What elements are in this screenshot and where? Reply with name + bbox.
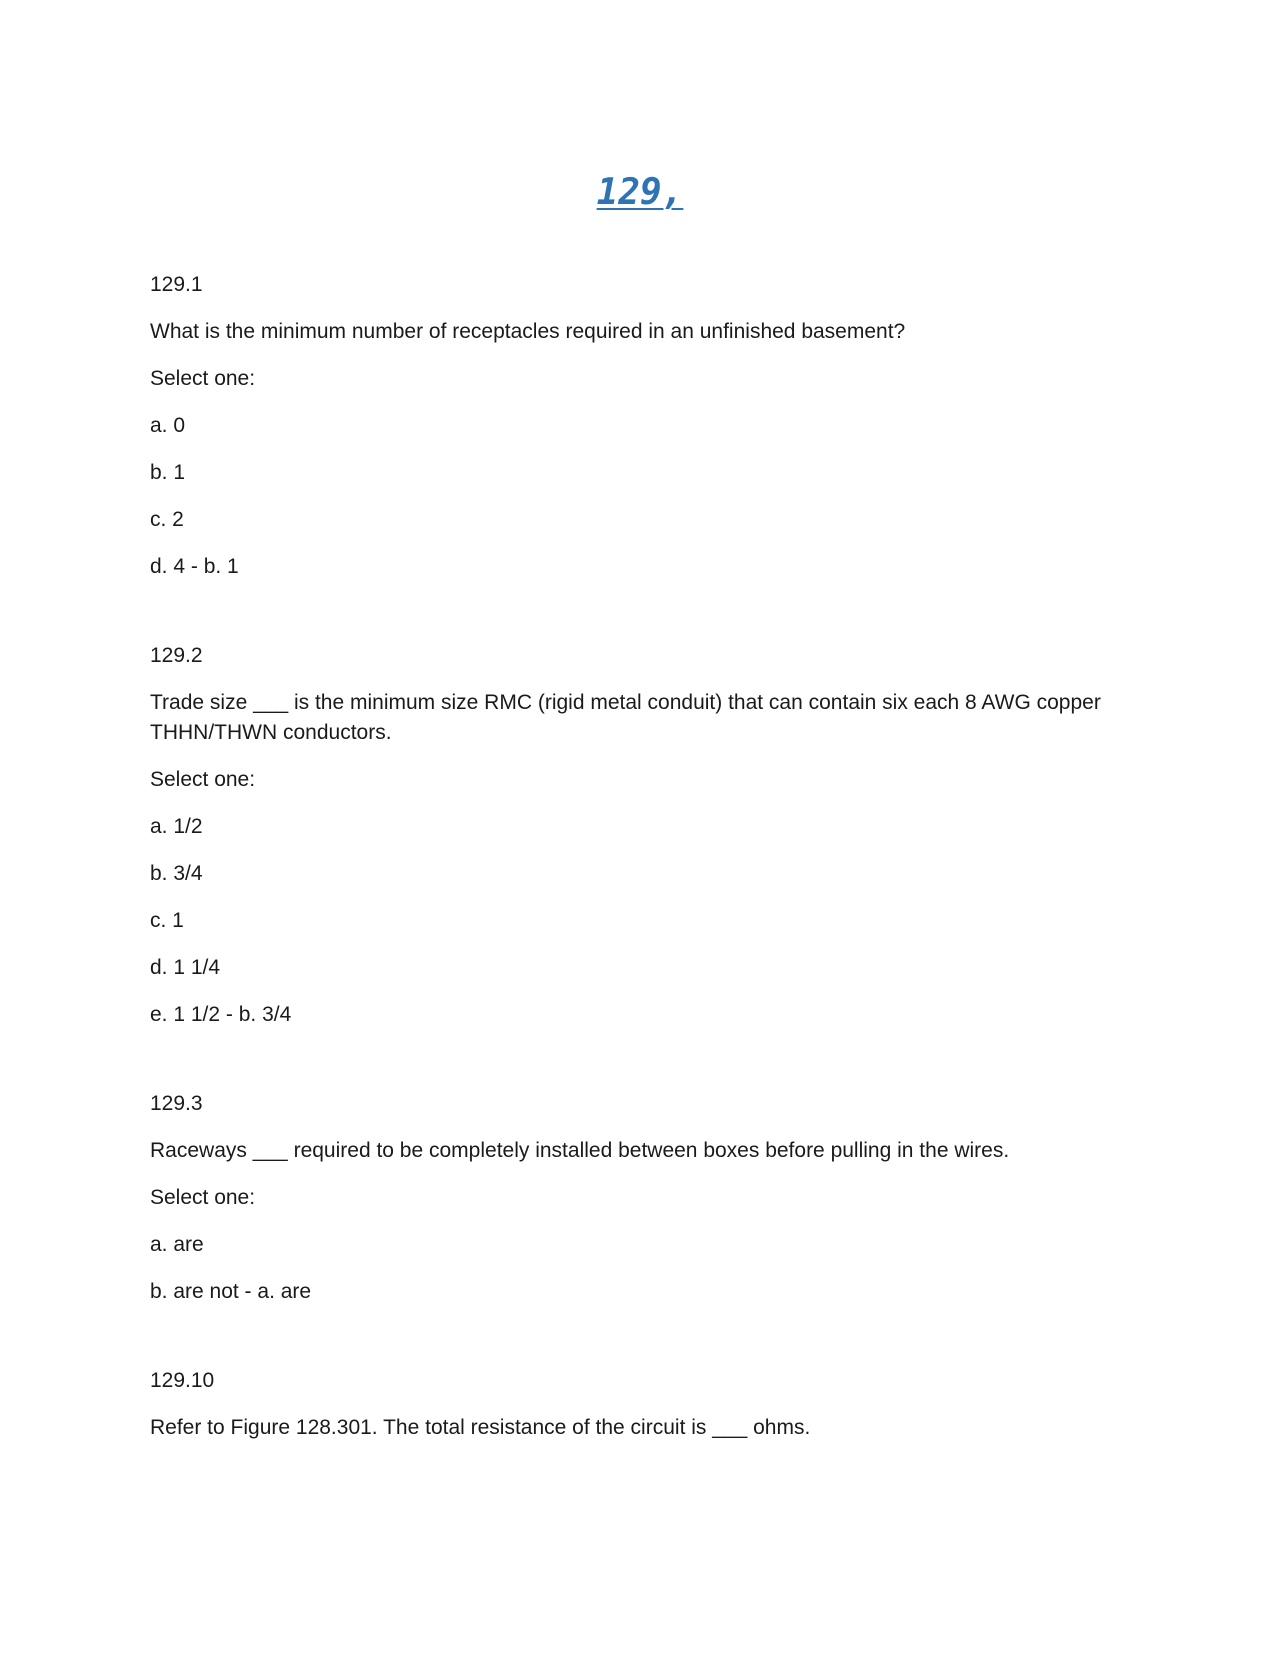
- question-number: 129.10: [150, 1369, 215, 1392]
- question-129-10: [150, 1366, 1130, 1443]
- questions-list: [150, 270, 1130, 1502]
- question-text: Refer to Figure 128.301. The total resistance of the circuit is ___ ohms.: [150, 1416, 811, 1439]
- question-text: What is the minimum number of receptacles required in an unfinished basement?: [150, 320, 906, 343]
- question-number: 129.1: [150, 273, 203, 296]
- answer-option: e. 1 1/2 - b. 3/4: [150, 1003, 292, 1026]
- question-129-1: [150, 270, 1130, 582]
- question-prompt: Select one:: [150, 768, 256, 791]
- answer-option: b. are not - a. are: [150, 1280, 312, 1303]
- answer-option: b. 1: [150, 461, 186, 484]
- question-prompt: Select one:: [150, 367, 256, 390]
- answer-option: a. are: [150, 1233, 204, 1256]
- answer-option: d. 1 1/4: [150, 956, 221, 979]
- question-text: Trade size ___ is the minimum size RMC (rigid metal conduit) that can contain six each 8 AWG copper THHN/THWN conductors.: [150, 691, 1101, 744]
- question-129-3: [150, 1089, 1130, 1307]
- question-prompt: Select one:: [150, 1186, 256, 1209]
- question-number: 129.2: [150, 644, 203, 667]
- answer-option: d. 4 - b. 1: [150, 555, 239, 578]
- question-number: 129.3: [150, 1092, 203, 1115]
- question-text: Raceways ___ required to be completely installed between boxes before pulling in the wires.: [150, 1139, 1010, 1162]
- question-129-2: [150, 641, 1130, 1030]
- answer-option: a. 1/2: [150, 815, 203, 838]
- answer-option: c. 2: [150, 508, 184, 531]
- answer-option: c. 1: [150, 909, 184, 932]
- page-title: 129,: [596, 172, 684, 213]
- answer-option: b. 3/4: [150, 862, 203, 885]
- answer-option: a. 0: [150, 414, 186, 437]
